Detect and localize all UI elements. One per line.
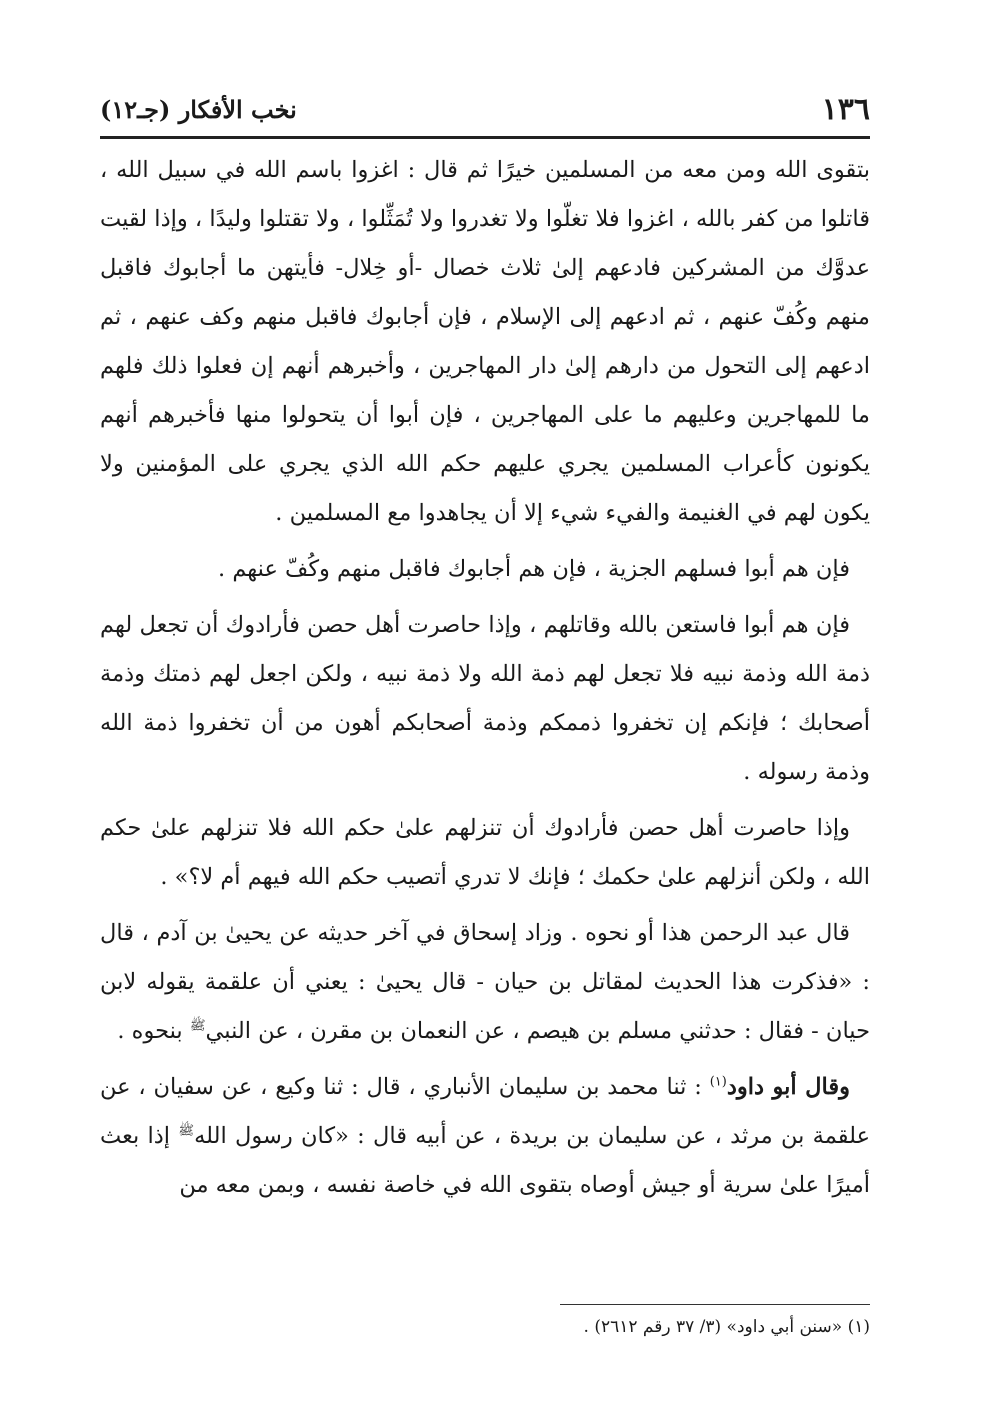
blessing-glyph: ﷺ bbox=[189, 1018, 206, 1034]
footnote-rule bbox=[560, 1304, 870, 1305]
paragraph-5-tail: بنحوه . bbox=[117, 1018, 183, 1044]
paragraph-6-text: : ثنا محمد بن سليمان الأنباري ، قال : ثنا وكيع ، عن سفيان ، عن علقمة بن مرثد ، عن سليمان بن بريدة ، عن أبيه قال : «كان رسول الله bbox=[100, 1074, 870, 1149]
paragraph-2: فإن هم أبوا فسلهم الجزية ، فإن هم أجابوك فاقبل منهم وكُفّ عنهم . bbox=[218, 556, 850, 582]
footnote-reference[interactable]: (١) bbox=[709, 1074, 727, 1090]
paragraph-5-text: قال عبد الرحمن هذا أو نحوه . وزاد إسحاق في آخر حديثه عن يحيىٰ بن آدم ، قال : «فذكرت هذا الحديث لمقاتل بن حيان - قال يحيىٰ : يعني أن علقمة يقوله لابن حيان - فقال : حدثني مسلم بن هيصم ، عن النعمان بن مقرن ، عن النبي bbox=[100, 920, 870, 1044]
paragraph-3: فإن هم أبوا فاستعن بالله وقاتلهم ، وإذا حاصرت أهل حصن فأرادوك أن تجعل لهم ذمة الله وذمة نبيه فلا تجعل لهم ذمة الله ولا ذمة نبيه ، ولكن اجعل لهم ذمتك وذمة أصحابك ؛ فإنكم إن تخفروا ذممكم وذمة أصحابكم أهون من أن تخفروا ذمة الله وذمة رسوله . bbox=[100, 612, 870, 785]
blessing-glyph: ﷺ bbox=[178, 1123, 195, 1139]
paragraph-6-lead: وقال أبو داود bbox=[726, 1074, 850, 1100]
page-number: ١٣٦ bbox=[821, 91, 870, 127]
paragraph-1: بتقوى الله ومن معه من المسلمين خيرًا ثم قال : اغزوا باسم الله في سبيل الله ، قاتلوا من كفر بالله ، اغزوا فلا تغلّوا ولا تغدروا ولا تُمَثِّلوا ، ولا تقتلوا وليدًا ، وإذا لقيت عدوَّك من المشركين فادعهم إلىٰ ثلاث خصال -أو خِلال- فأيتهن ما أجابوك فاقبل منهم وكُفّ عنهم ، ثم ادعهم إلى الإسلام ، فإن أجابوك فاقبل منهم وكف عنهم ، ثم ادعهم إلى التحول من دارهم إلىٰ دار المهاجرين ، وأخبرهم أنهم إن فعلوا ذلك فلهم ما للمهاجرين وعليهم ما على المهاجرين ، فإن أبوا أن يتحولوا منها فأخبرهم أنهم يكونون كأعراب المسلمين يجري عليهم حكم الله الذي يجري على المؤمنين ولا يكون لهم في الغنيمة والفيء شيء إلا أن يجاهدوا مع المسلمين . bbox=[100, 157, 870, 526]
page-header bbox=[100, 86, 870, 132]
header-rule bbox=[100, 136, 870, 139]
paragraph-6-tail: إذا بعث أميرًا علىٰ سرية أو جيش أوصاه بتقوى الله في خاصة نفسه ، وبمن معه من bbox=[100, 1123, 870, 1198]
footnote: (١) «سنن أبي داود» (٣/ ٣٧ رقم ٢٦١٢) . bbox=[583, 1317, 870, 1337]
page-body bbox=[100, 146, 870, 1217]
book-page bbox=[100, 86, 870, 1356]
running-title: نخب الأفكار (جـ١٢) bbox=[100, 94, 297, 124]
paragraph-6 bbox=[100, 1063, 870, 1210]
paragraph-5 bbox=[100, 909, 870, 1056]
paragraph-4: وإذا حاصرت أهل حصن فأرادوك أن تنزلهم علىٰ حكم الله فلا تنزلهم علىٰ حكم الله ، ولكن أنزلهم علىٰ حكمك ؛ فإنك لا تدري أتصيب حكم الله فيهم أم لا؟» . bbox=[100, 815, 870, 890]
